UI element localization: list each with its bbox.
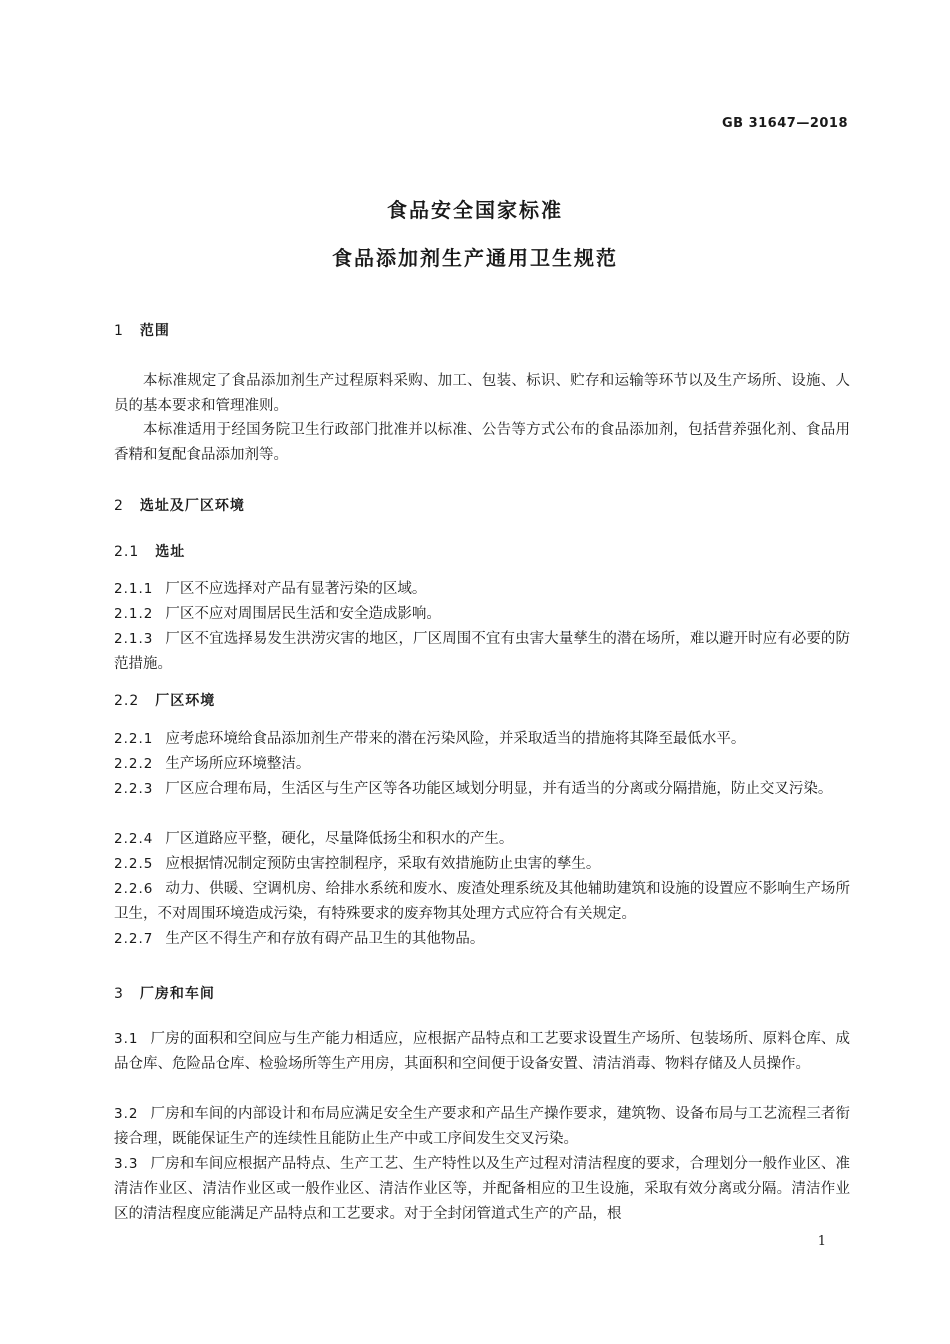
paragraph: 本标准规定了食品添加剂生产过程原料采购、加工、包装、标识、贮存和运输等环节以及生产场所、设施、人员的基本要求和管理准则。	[114, 373, 850, 414]
clause-2-2-6	[114, 877, 850, 927]
clause-text: 厂房和车间的内部设计和布局应满足安全生产要求和产品生产操作要求，建筑物、设备布局与工艺流程三者衔接合理，既能保证生产的连续性且能防止生产中或工序间发生交叉污染。	[114, 1106, 850, 1147]
clause-text: 厂区不应选择对产品有显著污染的区域。	[165, 581, 427, 597]
clause-number: 2.2.2	[114, 756, 154, 772]
clause-number: 2.2.3	[114, 781, 154, 797]
subsection-heading-2-1	[114, 541, 185, 561]
section-number: 2.2	[114, 693, 140, 709]
page-number: 1	[817, 1234, 826, 1249]
clause-text: 厂区不应对周围居民生活和安全造成影响。	[165, 606, 441, 622]
document-subtitle: 食品添加剂生产通用卫生规范	[332, 246, 618, 270]
clause-text: 应考虑环境给食品添加剂生产带来的潜在污染风险，并采取适当的措施将其降至最低水平。	[165, 731, 746, 747]
clause-3-1	[114, 1027, 850, 1077]
clause-text: 厂区道路应平整，硬化，尽量降低扬尘和积水的产生。	[165, 831, 514, 847]
section-heading-1	[114, 320, 170, 340]
document-title: 食品安全国家标准	[387, 198, 563, 222]
clause-number: 2.2.7	[114, 931, 154, 947]
clause-text: 厂房和车间应根据产品特点、生产工艺、生产特性以及生产过程对清洁程度的要求，合理划分一般作业区、准清洁作业区、清洁作业区或一般作业区、清洁作业区等，并配备相应的卫生设施，采取有效分离或分隔。清洁作业区的清洁程度应能满足产品特点和工艺要求。对于全封闭管道式生产的产品，根	[114, 1156, 850, 1222]
clause-2-2-7	[114, 927, 850, 952]
clause-2-2-2	[114, 752, 850, 777]
section-title: 厂区环境	[155, 693, 216, 709]
clause-2-1-3	[114, 627, 850, 677]
clause-number: 2.1.2	[114, 606, 154, 622]
clause-text: 生产场所应环境整洁。	[165, 756, 311, 772]
clause-2-2-4	[114, 827, 850, 852]
clause-text: 动力、供暖、空调机房、给排水系统和废水、废渣处理系统及其他辅助建筑和设施的设置应不影响生产场所卫生，不对周围环境造成污染，有特殊要求的废弃物其处理方式应符合有关规定。	[114, 881, 850, 922]
section-title: 范围	[139, 323, 170, 339]
section-heading-2	[114, 495, 245, 515]
clause-2-1-1	[114, 577, 850, 602]
section-number: 1	[114, 323, 124, 339]
clause-2-2-3	[114, 777, 850, 802]
paragraph: 本标准适用于经国务院卫生行政部门批准并以标准、公告等方式公布的食品添加剂，包括营养强化剂、食品用香精和复配食品添加剂等。	[114, 422, 850, 463]
clause-number: 2.2.1	[114, 731, 154, 747]
section-number: 2.1	[114, 544, 140, 560]
clause-text: 厂区不宜选择易发生洪涝灾害的地区，厂区周围不宜有虫害大量孳生的潜在场所，难以避开时应有必要的防范措施。	[114, 631, 850, 672]
clause-text: 应根据情况制定预防虫害控制程序，采取有效措施防止虫害的孳生。	[165, 856, 601, 872]
subsection-heading-2-2	[114, 690, 215, 710]
clause-3-3	[114, 1152, 850, 1227]
clause-text: 厂区应合理布局，生活区与生产区等各功能区域划分明显，并有适当的分离或分隔措施，防止交叉污染。	[165, 781, 833, 797]
clause-2-1-2	[114, 602, 850, 627]
clause-number: 3.3	[114, 1156, 139, 1172]
clause-number: 2.1.3	[114, 631, 154, 647]
section-heading-3	[114, 983, 215, 1003]
clause-number: 2.2.5	[114, 856, 154, 872]
clause-number: 2.2.4	[114, 831, 154, 847]
clause-text: 生产区不得生产和存放有碍产品卫生的其他物品。	[165, 931, 485, 947]
clause-2-2-1	[114, 727, 850, 752]
section-title: 选址及厂区环境	[139, 498, 245, 514]
section-number: 3	[114, 986, 124, 1002]
section-number: 2	[114, 498, 124, 514]
clause-number: 2.2.6	[114, 881, 154, 897]
clause-3-2	[114, 1102, 850, 1152]
clause-2-2-5	[114, 852, 850, 877]
clause-text: 厂房的面积和空间应与生产能力相适应，应根据产品特点和工艺要求设置生产场所、包装场所、原料仓库、成品仓库、危险品仓库、检验场所等生产用房，其面积和空间便于设备安置、清洁消毒、物料存储及人员操作。	[114, 1031, 850, 1072]
standard-code: GB 31647—2018	[721, 116, 848, 131]
clause-number: 2.1.1	[114, 581, 154, 597]
clause-number: 3.1	[114, 1031, 139, 1047]
section-title: 厂房和车间	[139, 986, 215, 1002]
section-title: 选址	[155, 544, 186, 560]
clause-number: 3.2	[114, 1106, 139, 1122]
